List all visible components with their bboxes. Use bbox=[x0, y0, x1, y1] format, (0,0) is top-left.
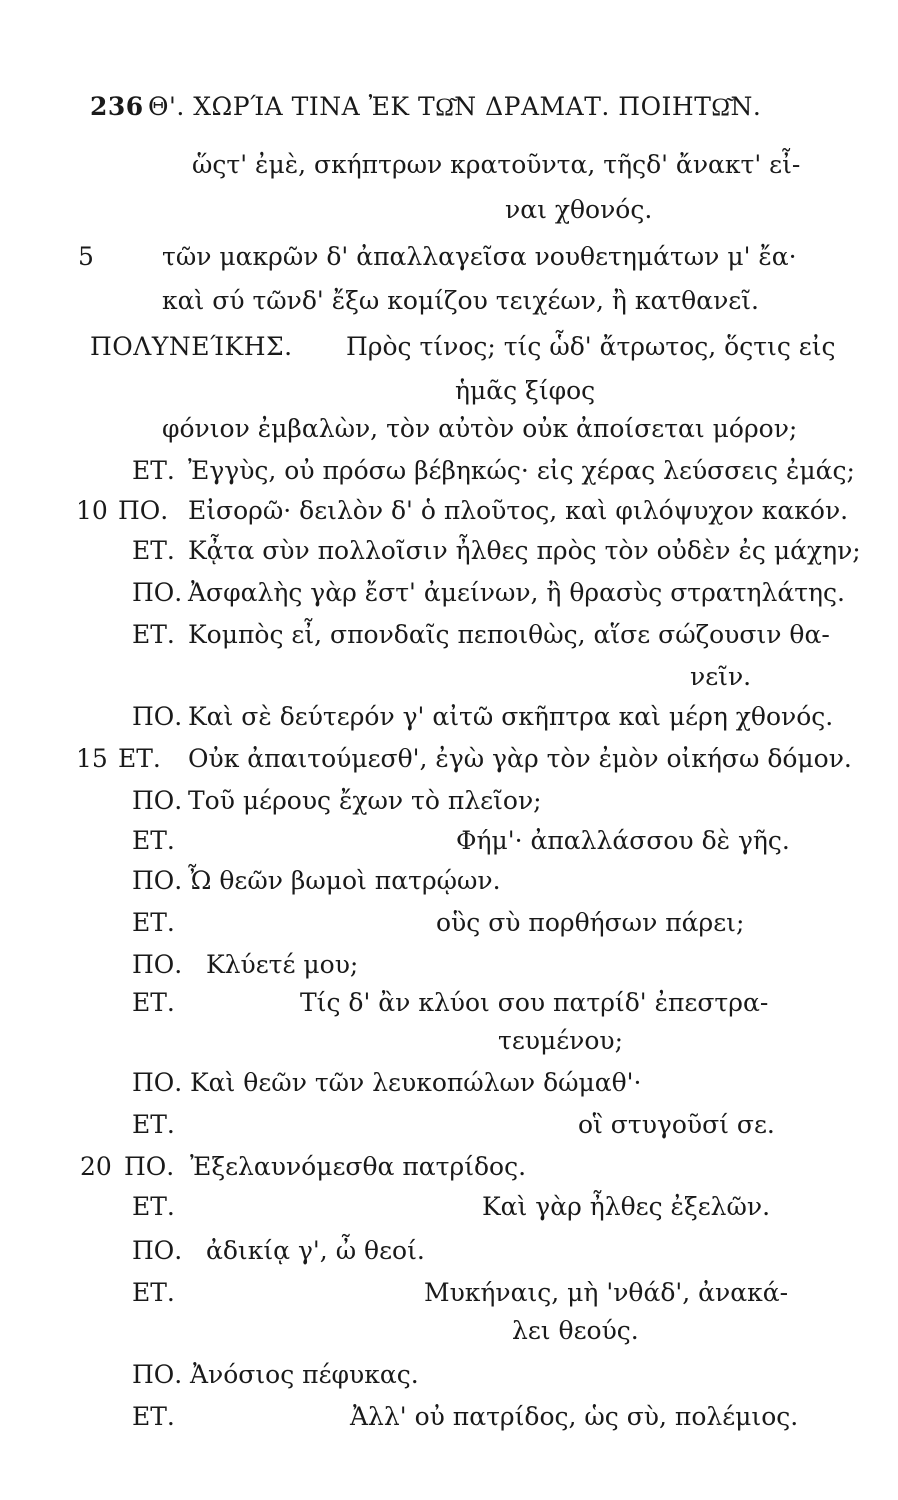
speaker-label: ΕΤ. bbox=[132, 908, 175, 937]
verse-line: φόνιον ἐμβαλὼν, τὸν αὐτὸν οὐκ ἀποίσεται μόρον; bbox=[162, 414, 798, 443]
dialogue-line: ΠΟ. Ἀσφαλὴς γὰρ ἔστ' ἀμείνων, ἢ θρασὺς στρατηλάτης. bbox=[132, 578, 845, 607]
speaker-label: ΕΤ. bbox=[118, 744, 161, 773]
speaker-label: ΕΤ. bbox=[132, 1192, 175, 1221]
dialogue-line: ΕΤ. Καὶ γὰρ ἦλθες ἐξελῶν. bbox=[132, 1192, 771, 1221]
dialogue-line: νεῖν. bbox=[690, 662, 752, 691]
dialogue-line: ΠΟ. Τοῦ μέρους ἔχων τὸ πλεῖον; bbox=[132, 786, 542, 815]
dialogue-line: τευμένου; bbox=[498, 1026, 624, 1055]
line-number: 10 bbox=[76, 496, 108, 525]
dialogue-line: ΕΤ. Φήμ'· ἀπαλλάσσου δὲ γῆς. bbox=[132, 826, 790, 855]
speaker-label: ΕΤ. bbox=[132, 826, 175, 855]
verse-line: ναι χθονός. bbox=[505, 195, 653, 224]
line-number: 15 bbox=[76, 744, 108, 773]
speaker-label: ΠΟ. bbox=[132, 578, 183, 607]
dialogue-line: ΠΟ. Καὶ θεῶν τῶν λευκοπώλων δώμαθ'· bbox=[132, 1068, 642, 1097]
speaker-label: ΠΟ. bbox=[132, 1236, 183, 1265]
speaker-label: ΕΤ. bbox=[132, 1402, 175, 1431]
dialogue-line: ΕΤ. οὓς σὺ πορθήσων πάρει; bbox=[132, 908, 745, 937]
speaker-label: ΠΟ. bbox=[132, 1068, 183, 1097]
speaker-label: ΕΤ. bbox=[132, 1278, 175, 1307]
dialogue-line: ΠΟ. Ὦ θεῶν βωμοὶ πατρῴων. bbox=[132, 866, 501, 895]
dialogue-line: ΠΟ. Ἀνόσιος πέφυκας. bbox=[132, 1360, 419, 1389]
speaker-label: ΠΟ. bbox=[132, 702, 183, 731]
dialogue-line: ΠΟ. Καὶ σὲ δεύτερόν γ' αἰτῶ σκῆπτρα καὶ μέρη χθονός. bbox=[132, 702, 834, 731]
verse-line: 5 τῶν μακρῶν δ' ἀπαλλαγεῖσα νουθετημάτων μ' ἔα· bbox=[78, 242, 797, 271]
speaker-label: ΠΟ. bbox=[124, 1152, 175, 1181]
dialogue-line: 20 ΠΟ. Ἐξελαυνόμεσθα πατρίδος. bbox=[80, 1152, 527, 1181]
dialogue-line: λει θεούς. bbox=[512, 1316, 639, 1345]
speaker-label: ΕΤ. bbox=[132, 988, 175, 1017]
dialogue-line: 10 ΠΟ. Εἰσορῶ· δειλὸν δ' ὁ πλοῦτος, καὶ φιλόψυχον κακόν. bbox=[76, 496, 849, 525]
speaker-label: ΕΤ. bbox=[132, 1110, 175, 1139]
dialogue-line: ΕΤ. Κᾆτα σὺν πολλοῖσιν ἦλθες πρὸς τὸν οὐδὲν ἐς μάχην; bbox=[132, 536, 861, 565]
page-number: 236 bbox=[90, 92, 144, 121]
running-title: Θ'. ΧΩΡΊΑ ΤΙΝΑ ἘΚ ΤΩ͂Ν ΔΡΑΜΑΤ. ΠΟΙΗΤΩ͂Ν. bbox=[148, 92, 762, 121]
verse-line: ΠΟΛΥΝΕΊΚΗΣ. Πρὸς τίνος; τίς ὧδ' ἄτρωτος, ὅςτις εἰς bbox=[90, 332, 836, 361]
dialogue-line: ΕΤ. Ἐγγὺς, οὐ πρόσω βέβηκώς· εἰς χέρας λεύσσεις ἐμάς; bbox=[132, 456, 855, 485]
speaker-label: ΕΤ. bbox=[132, 536, 175, 565]
verse-line: καὶ σύ τῶνδ' ἔξω κομίζου τειχέων, ἢ κατθανεῖ. bbox=[162, 286, 759, 315]
speaker-label: ΠΟ. bbox=[132, 950, 183, 979]
speaker-label: ΠΟ. bbox=[132, 786, 183, 815]
dialogue-line: ΕΤ. οἳ στυγοῦσί σε. bbox=[132, 1110, 775, 1139]
dialogue-line: ΕΤ. Τίς δ' ἂν κλύοι σου πατρίδ' ἐπεστρα- bbox=[132, 988, 769, 1017]
speaker-label: ΕΤ. bbox=[132, 456, 175, 485]
dialogue-line: ΕΤ. Ἀλλ' οὐ πατρίδος, ὡς σὺ, πολέμιος. bbox=[132, 1402, 799, 1431]
dialogue-line: ΕΤ. Μυκήναις, μὴ 'νθάδ', ἀνακά- bbox=[132, 1278, 789, 1307]
speaker-label: ΠΟ. bbox=[118, 496, 169, 525]
line-number: 5 bbox=[78, 242, 94, 271]
line-number: 20 bbox=[80, 1152, 112, 1181]
speaker-label: ΠΟΛΥΝΕΊΚΗΣ. bbox=[90, 332, 293, 361]
speaker-label: ΠΟ. bbox=[132, 1360, 183, 1389]
dialogue-line: ΠΟ. ἀδικίᾳ γ', ὦ θεοί. bbox=[132, 1236, 425, 1265]
dialogue-line: ΕΤ. Κομπὸς εἶ, σπονδαῖς πεποιθὼς, αἵσε σώζουσιν θα- bbox=[132, 620, 830, 649]
speaker-label: ΕΤ. bbox=[132, 620, 175, 649]
speaker-label: ΠΟ. bbox=[132, 866, 183, 895]
dialogue-line: ΠΟ. Κλύετέ μου; bbox=[132, 950, 359, 979]
verse-line: ὥςτ' ἐμὲ, σκήπτρων κρατοῦντα, τῆςδ' ἄνακτ' εἶ- bbox=[192, 150, 801, 179]
dialogue-line: 15 ΕΤ. Οὐκ ἀπαιτούμεσθ', ἐγὼ γὰρ τὸν ἐμὸν οἰκήσω δόμον. bbox=[76, 744, 852, 773]
verse-line: ἡμᾶς ξίφος bbox=[455, 376, 596, 405]
running-header bbox=[90, 92, 790, 132]
